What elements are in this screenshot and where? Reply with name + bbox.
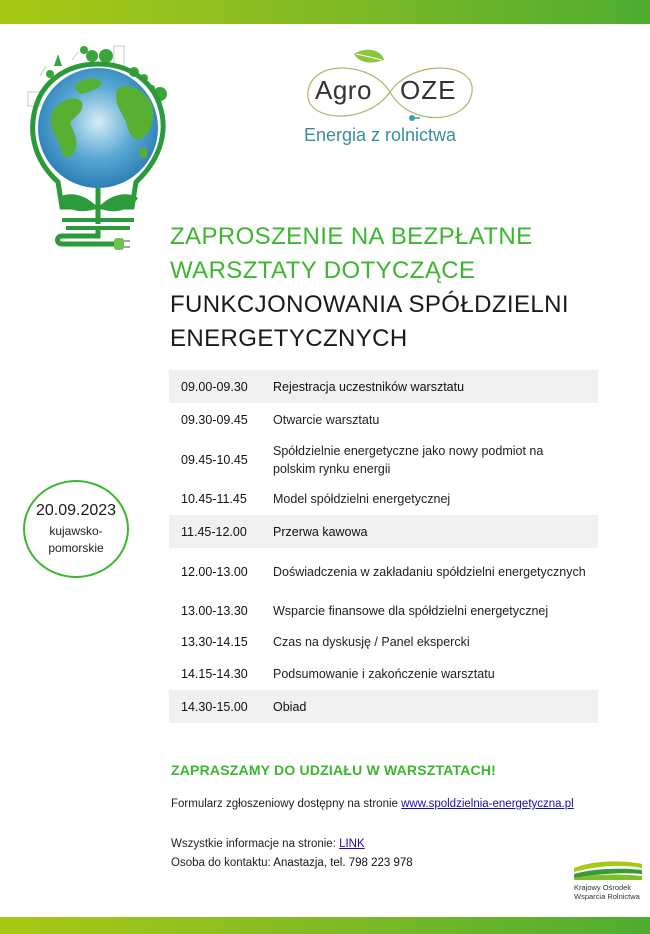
schedule-desc: Spółdzielnie energetyczne jako nowy podmiot na polskim rynku energii (273, 444, 544, 476)
info-line (171, 838, 365, 850)
contact-value: Anastazja, tel. 798 223 978 (273, 857, 413, 869)
bottom-gradient-bar (0, 917, 650, 934)
schedule-row (169, 437, 598, 483)
title-line-3: FUNKCJONOWANIA SPÓŁDZIELNI (170, 291, 569, 318)
schedule-time: 13.30-14.15 (181, 635, 248, 649)
title-line-2: WARSZTATY DOTYCZĄCE (170, 257, 476, 284)
registration-form-line (171, 798, 574, 810)
registration-form-text: Formularz zgłoszeniowy dostępny na stronie (171, 798, 402, 810)
kowr-name-line-2: Wsparcia Rolnictwa (574, 892, 640, 901)
schedule-desc: Rejestracja uczestników warsztatu (273, 379, 465, 394)
schedule-desc: Wsparcie finansowe dla spółdzielni energetycznej (273, 604, 549, 618)
event-region-line-2: pomorskie (48, 540, 104, 555)
schedule-desc: Obiad (273, 699, 307, 714)
schedule-desc: Otwarcie warsztatu (273, 413, 380, 427)
event-region-line-1: kujawsko- (49, 523, 103, 538)
event-region (48, 523, 103, 557)
info-text: Wszystkie informacje na stronie: (171, 838, 340, 850)
logo-word-agro: Agro (315, 75, 372, 105)
kowr-logo (572, 858, 646, 906)
page-title (170, 220, 610, 356)
lightbulb-globe-icon (22, 42, 172, 252)
schedule-time: 09.30-09.45 (181, 413, 248, 427)
schedule-row (169, 548, 598, 596)
title-line-1: ZAPROSZENIE NA BEZPŁATNE (170, 223, 533, 250)
schedule-time: 11.45-12.00 (181, 524, 247, 539)
schedule-row (169, 690, 598, 723)
schedule-desc: Przerwa kawowa (273, 524, 368, 539)
contact-line (171, 857, 413, 869)
event-date: 20.09.2023 (35, 501, 117, 519)
info-link[interactable]: LINK (339, 838, 365, 850)
schedule-time: 12.00-13.00 (181, 565, 248, 579)
schedule-time: 10.45-11.45 (181, 492, 247, 506)
schedule-desc: Podsumowanie i zakończenie warsztatu (273, 667, 495, 681)
schedule-desc: Model spółdzielni energetycznej (273, 492, 451, 506)
schedule-row (169, 403, 598, 437)
contact-label: Osoba do kontaktu: (171, 857, 274, 869)
logo-tagline: Energia z rolnictwa (304, 125, 457, 145)
agro-oze-logo (292, 44, 488, 162)
title-line-4: ENERGETYCZNYCH (170, 325, 408, 352)
invitation-heading: ZAPRASZAMY DO UDZIAŁU W WARSZTATACH! (171, 762, 497, 778)
schedule-time: 14.30-15.00 (181, 699, 248, 714)
schedule-time: 14.15-14.30 (181, 667, 248, 681)
schedule-time: 09.00-09.30 (181, 379, 248, 394)
schedule-desc: Doświadczenia w zakładaniu spółdzielni energetycznych (273, 565, 586, 579)
schedule-row (169, 483, 598, 515)
kowr-waves-icon (572, 858, 646, 882)
schedule-desc: Czas na dyskusję / Panel ekspercki (273, 635, 470, 649)
schedule-time: 13.00-13.30 (181, 604, 248, 618)
event-date-badge (23, 480, 129, 578)
schedule-row (169, 370, 598, 403)
schedule-row (169, 658, 598, 690)
schedule-time: 09.45-10.45 (181, 453, 248, 467)
schedule-row (169, 626, 598, 658)
kowr-name-line-1: Krajowy Ośrodek (574, 883, 632, 892)
top-gradient-bar (0, 0, 650, 24)
registration-website-link[interactable]: www.spoldzielnia-energetyczna.pl (401, 798, 574, 810)
kowr-name (574, 883, 640, 901)
schedule-row (169, 596, 598, 626)
schedule-table (169, 370, 598, 723)
logo-word-oze: OZE (400, 75, 457, 105)
schedule-row (169, 515, 598, 548)
